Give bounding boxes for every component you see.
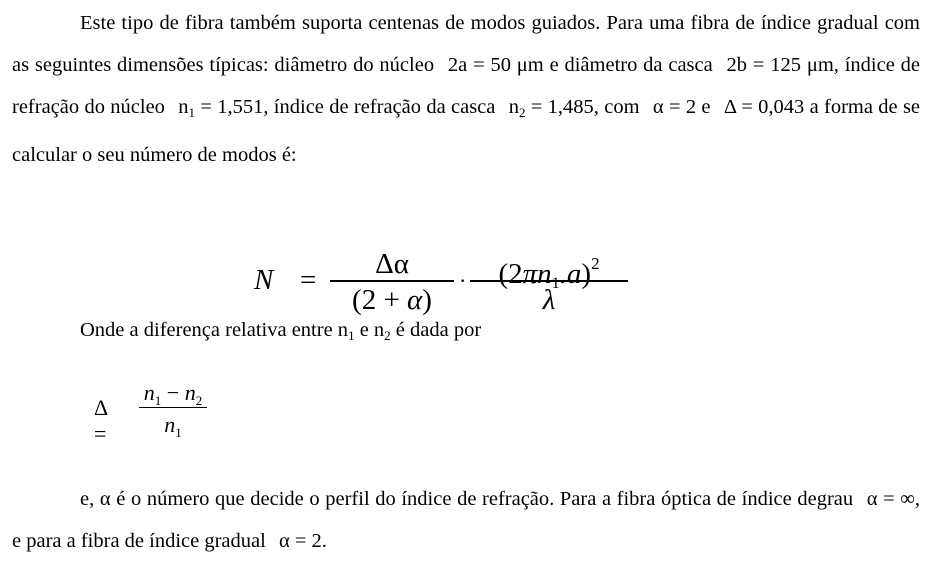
text-run: e diâmetro da casca <box>549 54 713 76</box>
fraction-denominator <box>330 282 454 318</box>
subscript: 1 <box>348 328 355 343</box>
text-run: e n <box>354 319 385 341</box>
n1-value: = 1,551, <box>200 96 269 118</box>
text-run: índice de refração da casca <box>273 96 496 118</box>
n2-value: = 1,485, com <box>530 96 640 118</box>
num-open: (2 <box>498 258 523 290</box>
num-exponent: 2 <box>591 254 600 273</box>
n2-symbol: n <box>508 96 519 118</box>
text-run: índice de refração do núcleo <box>12 54 920 118</box>
core-diameter: 2a = 50 μm <box>447 54 544 76</box>
paragraph-alpha-profile <box>12 478 920 562</box>
paragraph-intro <box>12 2 920 176</box>
text-run: e, <box>80 488 95 510</box>
n2: n <box>184 380 196 405</box>
delta-lhs: Δ = <box>94 395 107 446</box>
n1-symbol: n <box>178 96 189 118</box>
subscript: 2 <box>384 328 391 343</box>
relative-difference-intro <box>80 316 481 350</box>
n2-subscript: 2 <box>518 105 526 120</box>
subscript: 2 <box>195 393 203 408</box>
fraction-pi-term <box>470 244 628 318</box>
fraction-numerator <box>330 244 454 280</box>
alpha-two: α = 2. <box>278 530 327 552</box>
multiply-dot: · <box>459 268 467 293</box>
text-run: é dada por <box>390 319 482 341</box>
subscript: 1 <box>175 425 182 441</box>
cladding-diameter: 2b = 125 μm, <box>726 54 839 76</box>
delta-fraction <box>139 378 207 441</box>
n1-subscript: 1 <box>188 105 195 120</box>
den-close: ) <box>422 283 432 316</box>
fraction-numerator <box>470 244 628 292</box>
text-run: e para a fibra de índice gradual <box>12 530 266 552</box>
text-run: a forma de se calcular o seu número de modos é: <box>12 96 921 166</box>
num-close: ) <box>581 258 592 290</box>
den-alpha: α <box>407 283 423 316</box>
text-run: é o número que decide o perfil do índice de refração. Para a fibra óptica de índice degrau <box>116 488 854 510</box>
text-run: Este tipo de fibra também suporta centenas de modos guiados. Para uma fibra de índice gradual com as seguintes dimensões típicas: diâmetro do núcleo <box>12 12 920 76</box>
equals-sign: = <box>300 264 317 296</box>
num-subscript: 1 <box>551 275 560 292</box>
delta-value: Δ = 0,043 <box>723 96 805 118</box>
text-run: Onde a diferença relativa entre n <box>80 319 349 341</box>
subscript: 1 <box>154 393 162 408</box>
alpha-infinity: α = ∞, <box>866 488 921 510</box>
fraction-denominator <box>139 408 207 441</box>
n1: n <box>164 412 176 438</box>
pi-n: πn <box>522 258 552 290</box>
minus-sign: − <box>161 380 185 405</box>
delta-alpha: Δα <box>375 248 409 280</box>
num-a: .a <box>559 258 582 290</box>
formula-lhs: N <box>254 264 274 296</box>
fraction-delta-alpha <box>330 244 454 318</box>
alpha-value: α = 2 <box>652 96 697 118</box>
lambda: λ <box>542 283 556 316</box>
fraction-numerator <box>139 378 207 407</box>
den-open: (2 + <box>352 283 408 316</box>
text-run: e <box>701 96 711 118</box>
alpha-symbol: α <box>99 488 111 510</box>
n1: n <box>143 380 155 405</box>
